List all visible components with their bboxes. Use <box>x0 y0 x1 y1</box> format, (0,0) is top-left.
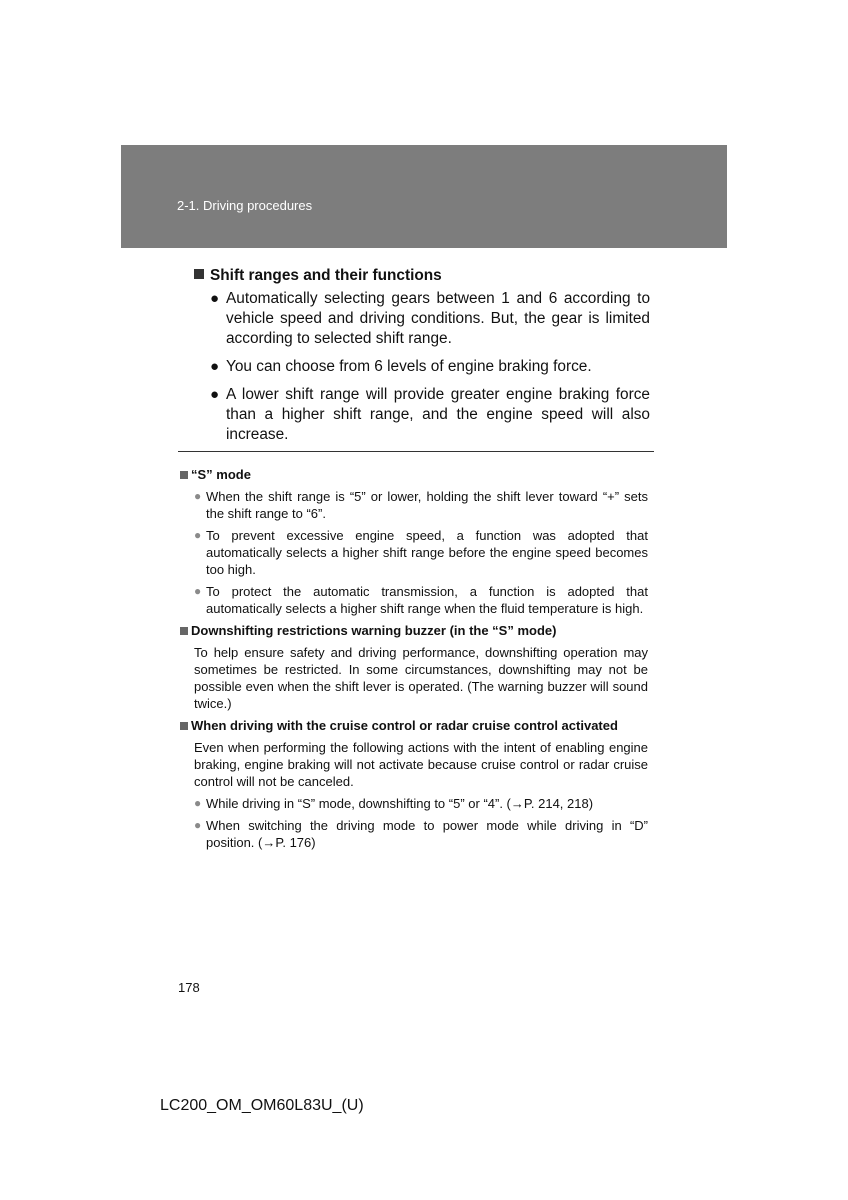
circle-bullet-icon: ● <box>194 489 202 503</box>
square-bullet-icon <box>180 722 188 730</box>
circle-bullet-icon: ● <box>210 386 220 403</box>
main-heading <box>194 266 650 286</box>
main-heading-text: Shift ranges and their functions <box>210 267 442 284</box>
page-number: 178 <box>178 980 200 995</box>
s-mode-heading <box>180 466 648 483</box>
list-item-text: To protect the automatic transmission, a function is adopted that automatically selects a higher shift range when the fluid temperature is high. <box>206 584 648 616</box>
cruise-heading <box>180 717 648 734</box>
cruise-paragraph: Even when performing the following actions with the intent of enabling engine braking, engine braking will not activate because cruise control or radar cruise control will not be canceled. <box>194 740 648 789</box>
list-item <box>194 817 648 851</box>
document-code: LC200_OM_OM60L83U_(U) <box>160 1097 364 1114</box>
list-item <box>194 527 648 578</box>
notes-section <box>180 466 648 856</box>
list-item-text: When the shift range is “5” or lower, holding the shift lever toward “+” sets the shift range to “6”. <box>206 489 648 521</box>
circle-bullet-icon: ● <box>194 818 202 832</box>
list-item <box>194 488 648 522</box>
divider <box>178 451 654 452</box>
list-item <box>210 357 650 377</box>
section-title: 2-1. Driving procedures <box>177 198 313 213</box>
main-content <box>194 266 650 453</box>
square-bullet-icon <box>194 269 204 279</box>
square-bullet-icon <box>180 471 188 479</box>
list-item <box>210 289 650 349</box>
list-item-text: You can choose from 6 levels of engine braking force. <box>226 358 592 375</box>
list-item <box>194 583 648 617</box>
list-item-text: While driving in “S” mode, downshifting to “5” or “4”. (→P. 214, 218) <box>206 796 594 811</box>
list-item-text: A lower shift range will provide greater engine braking force than a higher shift range, and the engine speed will also increase. <box>226 386 650 443</box>
circle-bullet-icon: ● <box>194 528 202 542</box>
list-item-text: To prevent excessive engine speed, a function was adopted that automatically selects a higher shift range before the engine speed becomes too high. <box>206 528 648 577</box>
circle-bullet-icon: ● <box>194 796 202 810</box>
downshift-heading <box>180 622 648 639</box>
circle-bullet-icon: ● <box>194 584 202 598</box>
cruise-heading-text: When driving with the cruise control or radar cruise control activated <box>191 718 618 733</box>
list-item-text: Automatically selecting gears between 1 and 6 according to vehicle speed and driving conditions. But, the gear is limited according to selected shift range. <box>226 290 650 347</box>
circle-bullet-icon: ● <box>210 358 220 375</box>
list-item <box>210 385 650 445</box>
downshift-heading-text: Downshifting restrictions warning buzzer (in the “S” mode) <box>191 623 557 638</box>
list-item <box>194 795 648 812</box>
chapter-header-bar <box>121 145 727 248</box>
s-mode-heading-text: “S” mode <box>191 467 251 482</box>
circle-bullet-icon: ● <box>210 290 220 307</box>
downshift-paragraph: To help ensure safety and driving performance, downshifting operation may sometimes be restricted. In some circumstances, downshifting may not be possible even when the shift lever is operated. (The warning buzzer will sound twice.) <box>194 645 648 711</box>
list-item-text: When switching the driving mode to power mode while driving in “D” position. (→P. 176) <box>206 818 648 850</box>
square-bullet-icon <box>180 627 188 635</box>
